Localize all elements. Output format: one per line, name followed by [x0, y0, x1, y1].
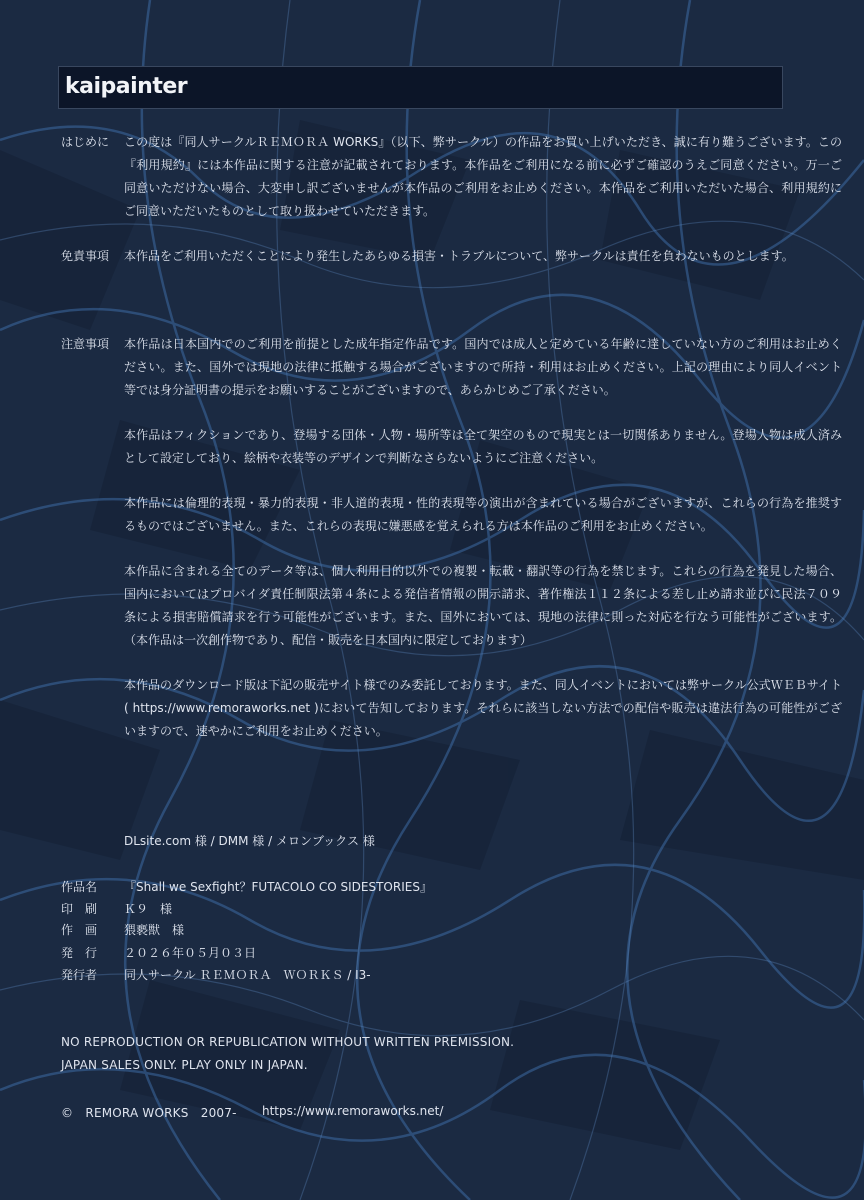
- notes-paragraph-3: 本作品には倫理的表現・暴力的表現・非人道的表現・性的表現等の演出が含まれている場合がございますが、これらの行為を推奨するものではございません。また、これらの表現に嫌悪感を覚えられる方は本作品のご利用をお止めください。: [124, 496, 842, 533]
- website-link[interactable]: https://www.remoraworks.net/: [262, 1104, 444, 1118]
- credit-value: 同人サークル ＲＥＭＯＲＡ ＷＯＲＫＳ / I3-: [124, 968, 371, 982]
- credit-label: 印 刷: [61, 902, 98, 916]
- header-title: kaipainter: [65, 74, 188, 99]
- intro-section: [61, 131, 842, 223]
- intro-paragraph: この度は『同人サークルＲＥＭＯＲＡ WORKS』（以下、弊サークル）の作品をお買い上げいただき、誠に有り難うございます。この『利用規約』には本作品に関する注意が記載されております。本作品をご利用になる前に必ずご確認のうえご同意ください。万一ご同意いただけない場合、大変申し訳ございませんが本作品のご利用をお止めください。本作品をご利用いただいた場合、利用規約にご同意いただいたものとして取り扱わせていただきます。: [124, 135, 842, 218]
- credit-label: 発 行: [61, 946, 98, 960]
- credit-title-row: [61, 877, 432, 897]
- disclaimer-paragraph: 本作品をご利用いただくことにより発生したあらゆる損害・トラブルについて、弊サークルは責任を負わないものとします。: [124, 249, 794, 263]
- disclaimer-label: 免責事項: [61, 249, 110, 263]
- notes-paragraph-2: 本作品はフィクションであり、登場する団体・人物・場所等は全て架空のもので現実とは一切関係ありません。登場人物は成人済みとして設定しており、絵柄や衣装等のデザインで判断なさらないようにご注意ください。: [124, 428, 842, 465]
- credit-printer-row: [61, 899, 172, 919]
- credit-value: 猥褻獣 様: [124, 923, 185, 937]
- credit-label: 作 画: [61, 923, 98, 937]
- credit-label: 発行者: [61, 968, 98, 982]
- notes-paragraph-4: 本作品に含まれる全てのデータ等は、個人利用目的以外での複製・転載・翻訳等の行為を禁じます。これらの行為を発見した場合、国内においてはプロバイダ責任制限法第４条による発信者情報の開示請求、著作権法１１２条による差し止め請求並びに民法７０９条による損害賠償請求を行う可能性がございます。また、国外においては、現地の法律に則った対応を行なう可能性がございます。（本作品は一次創作物であり、配信・販売を日本国内に限定しております）: [124, 564, 842, 647]
- copyright-text: © REMORA WORKS 2007-: [61, 1106, 237, 1120]
- store-list: DLsite.com 様 / DMM 様 / メロンブックス 様: [124, 834, 375, 848]
- intro-label: はじめに: [61, 135, 110, 149]
- reproduction-notice: NO REPRODUCTION OR REPUBLICATION WITHOUT WRITTEN PREMISSION.: [61, 1035, 515, 1049]
- credit-value: 『Shall we Sexfight？FUTACOLO CO SIDESTORIES』: [124, 880, 432, 894]
- region-notice: JAPAN SALES ONLY. PLAY ONLY IN JAPAN.: [61, 1058, 308, 1072]
- credit-label: 作品名: [61, 880, 98, 894]
- credit-publisher-row: [61, 965, 371, 985]
- notes-section: [61, 333, 842, 743]
- credit-date-row: [61, 943, 256, 963]
- notes-paragraph-1: 本作品は日本国内でのご利用を前提とした成年指定作品です。国内では成人と定めている年齢に達していない方のご利用はお止めください。また、国外では現地の法律に抵触する場合がございますので所持・利用はお止めください。上記の理由により同人イベント等では身分証明書の提示をお願いすることがございますので、あらかじめご了承ください。: [124, 337, 842, 397]
- notes-paragraph-5: 本作品のダウンロード版は下記の販売サイト様でのみ委託しております。また、同人イベントにおいては弊サークル公式ＷＥＢサイト( https://www.remoraworks.net )において告知しております。それらに該当しない方法での配信や販売は違法行為の可能性がございますので、速やかにご利用をお止めください。: [124, 678, 842, 738]
- header-bar: [58, 66, 783, 109]
- notes-label: 注意事項: [61, 337, 110, 351]
- credit-value: Ｋ９ 様: [124, 902, 173, 916]
- credit-artist-row: [61, 920, 184, 940]
- credit-value: ２０２６年０５月０３日: [124, 946, 257, 960]
- disclaimer-section: [61, 245, 842, 268]
